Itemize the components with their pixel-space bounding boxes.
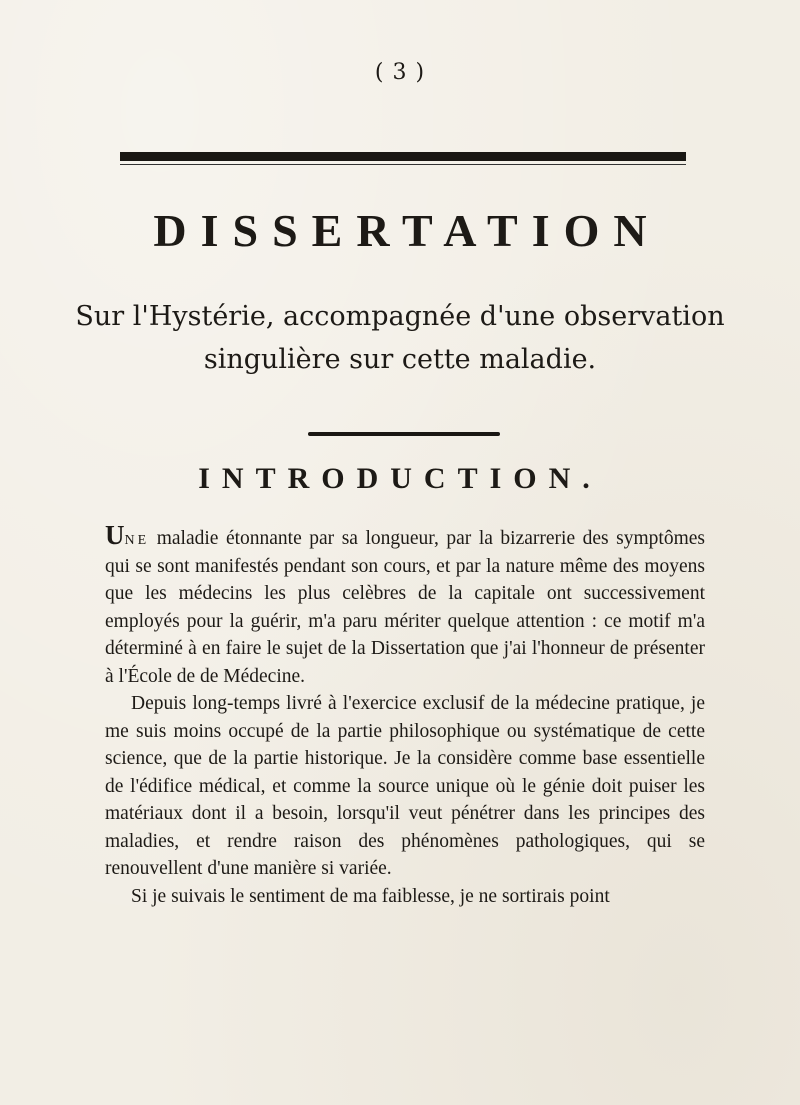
paragraph-1 xyxy=(105,522,705,690)
subtitle-line-2: singulière sur cette maladie. xyxy=(203,344,597,375)
paragraph-3: Si je suivais le sentiment de ma faiblesse, je ne sortirais point xyxy=(131,885,610,907)
drop-cap: U xyxy=(105,520,125,550)
paragraph-2: Depuis long-temps livré à l'exercice exclusif de la médecine pratique, je me suis moins occupé de la partie philosophique ou systématique de cette science, que de la partie historique. Je la considère comme base essentielle de l'édifice médical, et comme la source unique où le génie doit puiser les matériaux dont il a besoin, lorsqu'il veut pénétrer dans les principes des maladies, et rendre raison des phénomènes pathologiques, qui se renouvellent d'une manière si variée. xyxy=(105,693,705,879)
top-rule-thin xyxy=(120,164,686,165)
small-caps-word: ne xyxy=(124,528,150,549)
page-title: DISSERTATION xyxy=(153,205,661,256)
body-text xyxy=(105,522,705,910)
top-rule xyxy=(120,152,686,161)
section-divider xyxy=(308,432,500,436)
paragraph-1-text: maladie étonnante par sa longueur, par la bizarrerie des symptômes qui se sont manifestés pendant son cours, et par la nature même des moyens que les médecins les plus celèbres de la capitale ont successivement employés pour la guérir, m'a paru mériter quelque attention : ce motif m'a déterminé à en faire le sujet de la Dissertation que j'ai l'honneur de présenter à l'École de de Médecine. xyxy=(105,528,705,687)
section-heading: INTRODUCTION. xyxy=(198,462,602,495)
subtitle-line-1: Sur l'Hystérie, accompagnée d'une observation xyxy=(75,301,725,332)
page-number: ( 3 ) xyxy=(374,60,426,85)
